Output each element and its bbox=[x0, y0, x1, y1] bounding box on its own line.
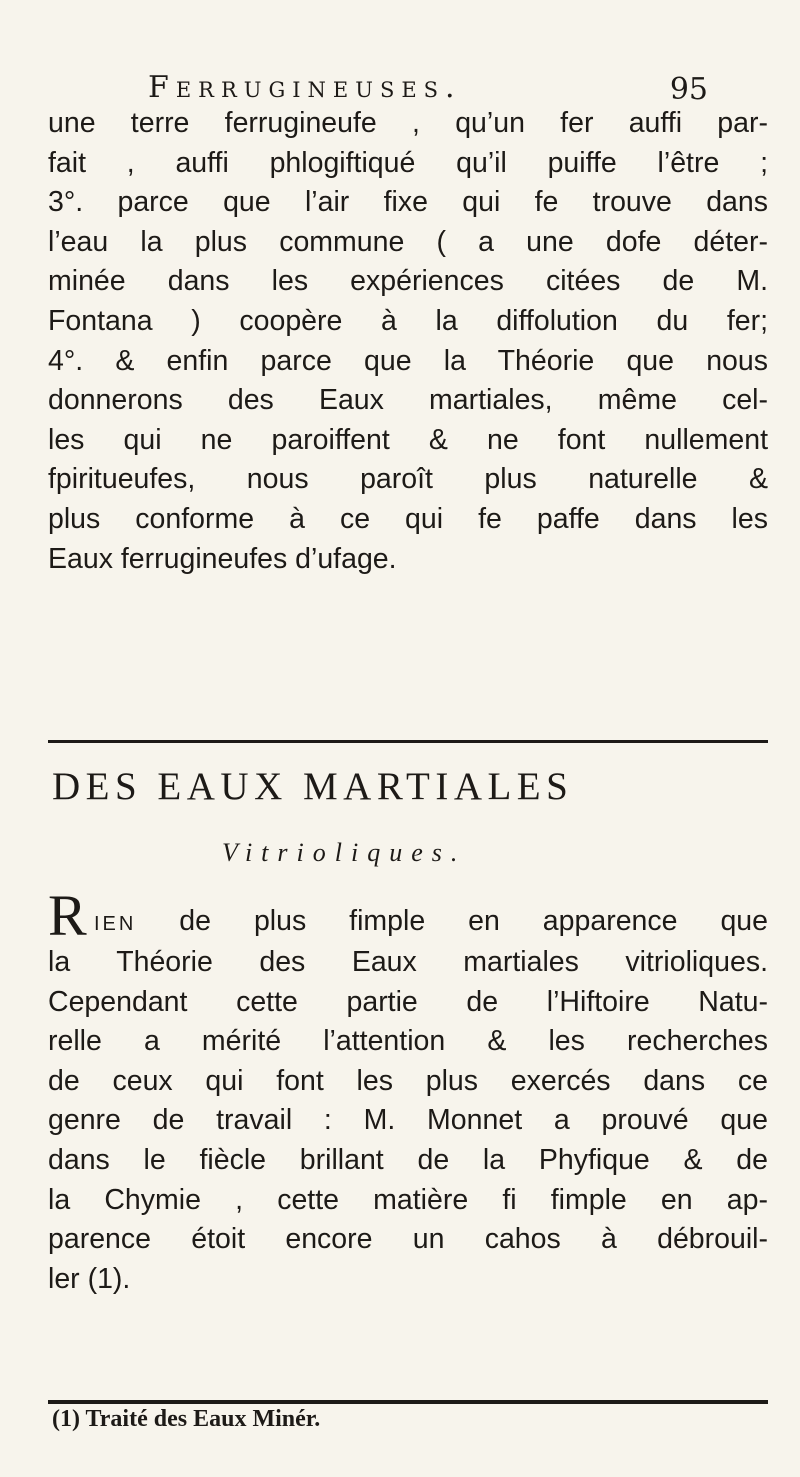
section-divider bbox=[48, 740, 768, 743]
text-line: ler (1). bbox=[48, 1262, 131, 1295]
first-line-text: de plus fimple en apparence que bbox=[179, 905, 768, 937]
text-line: les qui ne paroiffent & ne font nullement bbox=[48, 423, 768, 456]
text-line: parence étoit encore un cahos à débrouil- bbox=[48, 1223, 768, 1256]
text-line: la Théorie des Eaux martiales vitrioliques. bbox=[48, 946, 768, 978]
text-line: fait , auffi phlogiftiqué qu’il puiffe l’être ; bbox=[48, 146, 768, 179]
text-line: 4°. & enfin parce que la Théorie que nous bbox=[48, 344, 768, 377]
text-line: l’eau la plus commune ( a une dofe déter- bbox=[48, 225, 768, 258]
section-subtitle: Vitrioliques. bbox=[222, 838, 467, 867]
text-line: plus conforme à ce qui fe paffe dans les bbox=[48, 502, 768, 535]
running-title: Ferrugineuses. bbox=[148, 70, 462, 105]
text-line: minée dans les expériences citées de M. bbox=[48, 265, 768, 298]
text-line: Eaux ferrugineufes d’ufage. bbox=[48, 542, 397, 575]
text-line: la Chymie , cette matière fi fimple en ap- bbox=[48, 1183, 768, 1216]
text-line: fpiritueufes, nous paroît plus naturelle & bbox=[48, 463, 768, 496]
text-line: dans le fiècle brillant de la Phyfique & de bbox=[48, 1143, 768, 1176]
text-line: de ceux qui font les plus exercés dans ce bbox=[48, 1064, 768, 1097]
section-title: DES EAUX MARTIALES bbox=[52, 765, 574, 808]
text-line: Fontana ) coopère à la diffolution du fer; bbox=[48, 304, 768, 337]
page-number: 95 bbox=[669, 72, 708, 107]
text-line bbox=[94, 902, 768, 942]
footnote: (1) Traité des Eaux Minér. bbox=[52, 1406, 321, 1432]
footnote-divider bbox=[48, 1400, 768, 1404]
paragraph-2 bbox=[48, 943, 768, 1299]
text-line: une terre ferrugineufe , qu’un fer auffi par- bbox=[48, 107, 768, 139]
drop-cap: R bbox=[48, 883, 87, 948]
text-line: 3°. parce que l’air fixe qui fe trouve dans bbox=[48, 186, 768, 219]
paragraph-2-opening bbox=[48, 883, 768, 948]
text-line: Cependant cette partie de l’Hiftoire Natu- bbox=[48, 985, 768, 1018]
text-line: genre de travail : M. Monnet a prouvé que bbox=[48, 1104, 768, 1137]
text-line: donnerons des Eaux martiales, même cel- bbox=[48, 384, 768, 417]
paragraph-1 bbox=[48, 104, 768, 579]
smallcaps-word: ien bbox=[94, 905, 137, 937]
text-line: relle a mérité l’attention & les recherches bbox=[48, 1025, 768, 1058]
